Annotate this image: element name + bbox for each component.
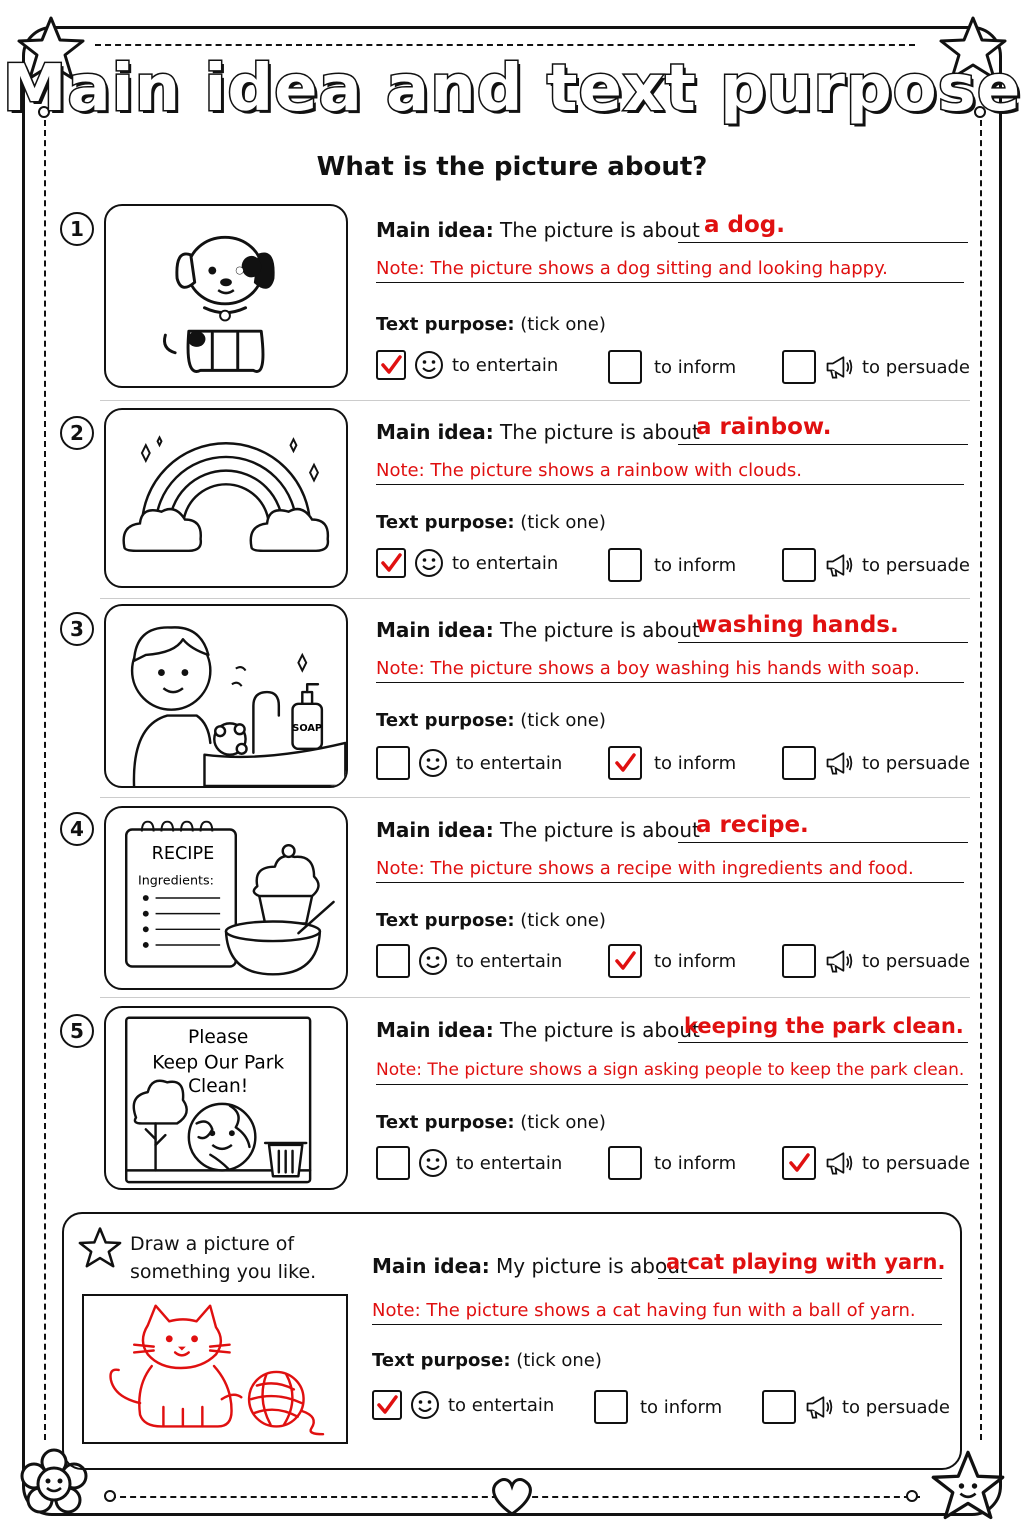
answer-line xyxy=(678,642,968,643)
checkbox-entertain[interactable] xyxy=(376,548,406,578)
checkbox-inform[interactable] xyxy=(594,1390,628,1424)
checkbox-entertain[interactable] xyxy=(372,1390,402,1420)
main-idea-label: Main idea: The picture is about xyxy=(376,618,700,642)
dashed-border-right xyxy=(980,110,982,1440)
note-line xyxy=(376,882,964,883)
checkbox-persuade[interactable] xyxy=(782,350,816,384)
item-4-text xyxy=(376,812,971,993)
picture-recipe xyxy=(104,806,348,990)
checkbox-persuade[interactable] xyxy=(782,746,816,780)
option-persuade[interactable]: to persuade xyxy=(782,746,970,780)
smiley-icon xyxy=(414,350,444,380)
draw-text xyxy=(372,1250,952,1444)
text-purpose-label: Text purpose: (tick one) xyxy=(376,910,606,931)
option-inform[interactable]: to inform xyxy=(608,746,736,780)
recipe-icon xyxy=(106,808,346,988)
text-purpose-label: Text purpose: (tick one) xyxy=(376,710,606,731)
picture-rainbow xyxy=(104,408,348,588)
heart-icon xyxy=(488,1474,536,1518)
megaphone-icon xyxy=(824,352,854,382)
picture-park-sign xyxy=(104,1006,348,1190)
checkmark-icon xyxy=(613,751,637,775)
smiley-icon xyxy=(418,946,448,976)
item-number: 2 xyxy=(60,416,94,450)
divider xyxy=(100,598,970,599)
answer-line xyxy=(678,1042,968,1043)
ingredients-label: Ingredients: xyxy=(137,872,214,888)
item-number: 1 xyxy=(60,212,94,246)
megaphone-icon xyxy=(824,550,854,580)
checkbox-inform[interactable] xyxy=(608,746,642,780)
sign-line-3: Clean! xyxy=(188,1076,249,1098)
option-entertain[interactable]: to entertain xyxy=(376,944,562,978)
park-sign-icon xyxy=(106,1008,346,1188)
main-idea-label: Main idea: The picture is about xyxy=(376,218,700,242)
option-inform[interactable]: to inform xyxy=(594,1390,722,1424)
dot-icon xyxy=(904,1488,920,1504)
item-number: 3 xyxy=(60,612,94,646)
option-inform[interactable]: to inform xyxy=(608,944,736,978)
item-3-text xyxy=(376,612,971,793)
checkbox-persuade[interactable] xyxy=(782,548,816,582)
sign-line-2: Keep Our Park xyxy=(152,1052,285,1074)
main-idea-answer[interactable]: a rainbow. xyxy=(696,414,832,440)
option-inform[interactable]: to inform xyxy=(608,548,736,582)
note-text: Note: The picture shows a sign asking people to keep the park clean. xyxy=(376,1060,965,1080)
megaphone-icon xyxy=(824,946,854,976)
main-idea-answer[interactable]: a dog. xyxy=(704,212,785,238)
sign-line-1: Please xyxy=(188,1027,249,1049)
megaphone-icon xyxy=(804,1392,834,1422)
smiley-icon xyxy=(410,1390,440,1420)
smiley-icon xyxy=(414,548,444,578)
option-entertain[interactable]: to entertain xyxy=(376,1146,562,1180)
option-entertain[interactable]: to entertain xyxy=(376,746,562,780)
dot-icon xyxy=(102,1488,118,1504)
text-purpose-label: Text purpose: (tick one) xyxy=(372,1350,602,1371)
option-persuade[interactable]: to persuade xyxy=(762,1390,950,1424)
picture-dog xyxy=(104,204,348,388)
divider xyxy=(100,400,970,401)
option-inform[interactable]: to inform xyxy=(608,1146,736,1180)
dashed-border-left xyxy=(44,110,46,1440)
note-text: Note: The picture shows a dog sitting and looking happy. xyxy=(376,258,888,279)
checkmark-icon xyxy=(613,949,637,973)
option-persuade[interactable]: to persuade xyxy=(782,944,970,978)
option-persuade[interactable]: to persuade xyxy=(782,350,970,384)
item-2-text xyxy=(376,414,971,595)
text-purpose-label: Text purpose: (tick one) xyxy=(376,1112,606,1133)
drawing-area[interactable] xyxy=(82,1294,348,1444)
note-line xyxy=(376,1084,968,1085)
page-subtitle: What is the picture about? xyxy=(316,152,708,182)
answer-line xyxy=(678,842,968,843)
item-5-text xyxy=(376,1014,971,1193)
item-1-text xyxy=(376,212,971,393)
star-icon xyxy=(78,1226,122,1270)
checkbox-inform[interactable] xyxy=(608,944,642,978)
answer-line xyxy=(658,1278,942,1279)
note-line xyxy=(376,682,964,683)
note-text: Note: The picture shows a rainbow with clouds. xyxy=(376,460,803,481)
main-idea-answer[interactable]: a recipe. xyxy=(696,812,809,838)
option-entertain[interactable]: to entertain xyxy=(376,548,558,578)
smiley-icon xyxy=(418,748,448,778)
main-idea-answer[interactable]: washing hands. xyxy=(696,612,899,638)
main-idea-label: Main idea: The picture is about xyxy=(376,420,700,444)
checkbox-inform[interactable] xyxy=(608,1146,642,1180)
smiley-icon xyxy=(418,1148,448,1178)
note-text: Note: The picture shows a boy washing his hands with soap. xyxy=(376,658,920,679)
note-line xyxy=(372,1324,942,1325)
checkmark-icon xyxy=(787,1151,811,1175)
dashed-border-top xyxy=(95,44,915,46)
divider xyxy=(100,997,970,998)
picture-washing-hands xyxy=(104,604,348,788)
page-title: Main idea and text purpose xyxy=(2,52,1022,126)
checkbox-inform[interactable] xyxy=(608,350,642,384)
checkbox-persuade[interactable] xyxy=(762,1390,796,1424)
item-number: 4 xyxy=(60,812,94,846)
note-line xyxy=(376,282,964,283)
checkmark-icon xyxy=(379,353,403,377)
checkbox-persuade[interactable] xyxy=(782,944,816,978)
main-idea-answer[interactable]: a cat playing with yarn. xyxy=(666,1250,946,1274)
checkbox-entertain[interactable] xyxy=(376,944,410,978)
checkbox-entertain[interactable] xyxy=(376,746,410,780)
note-line xyxy=(376,484,964,485)
answer-line xyxy=(678,444,968,445)
option-inform[interactable]: to inform xyxy=(608,350,736,384)
checkbox-entertain[interactable] xyxy=(376,1146,410,1180)
megaphone-icon xyxy=(824,1148,854,1178)
note-text: Note: The picture shows a recipe with ingredients and food. xyxy=(376,858,914,879)
draw-prompt: Draw a picture of something you like. xyxy=(130,1233,317,1283)
dog-icon xyxy=(106,206,346,386)
option-entertain[interactable]: to entertain xyxy=(372,1390,554,1420)
main-idea-label: Main idea: The picture is about xyxy=(376,1018,700,1042)
divider xyxy=(100,797,970,798)
main-idea-answer[interactable]: keeping the park clean. xyxy=(684,1014,964,1038)
recipe-heading: RECIPE xyxy=(151,843,215,864)
soap-label: SOAP xyxy=(292,723,323,735)
main-idea-label: Main idea: My picture is about xyxy=(372,1254,688,1278)
option-persuade[interactable]: to persuade xyxy=(782,548,970,582)
checkmark-icon xyxy=(379,551,403,575)
washing-hands-icon xyxy=(106,606,346,786)
checkbox-inform[interactable] xyxy=(608,548,642,582)
megaphone-icon xyxy=(824,748,854,778)
cat-with-yarn-icon xyxy=(84,1296,346,1442)
answer-line xyxy=(678,242,968,243)
checkbox-persuade[interactable] xyxy=(782,1146,816,1180)
option-persuade[interactable]: to persuade xyxy=(782,1146,970,1180)
option-entertain[interactable]: to entertain xyxy=(376,350,558,380)
item-number: 5 xyxy=(60,1014,94,1048)
rainbow-icon xyxy=(106,410,346,586)
text-purpose-label: Text purpose: (tick one) xyxy=(376,314,606,335)
text-purpose-label: Text purpose: (tick one) xyxy=(376,512,606,533)
main-idea-label: Main idea: The picture is about xyxy=(376,818,700,842)
note-text: Note: The picture shows a cat having fun with a ball of yarn. xyxy=(372,1300,916,1321)
checkbox-entertain[interactable] xyxy=(376,350,406,380)
checkmark-icon xyxy=(375,1393,399,1417)
